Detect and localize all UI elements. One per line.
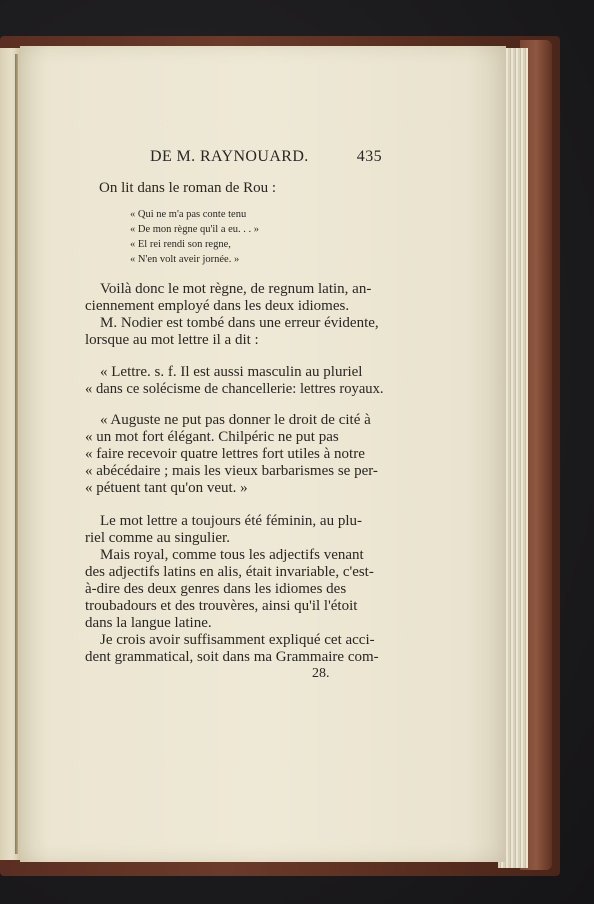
paragraph-line: M. Nodier est tombé dans une erreur évidente, [100, 315, 379, 331]
verse-line: « El rei rendi son regne, [130, 239, 231, 250]
citation-line: « un mot fort élégant. Chilpéric ne put pas [85, 429, 339, 445]
citation-line: « Auguste ne put pas donner le droit de cité à [100, 412, 371, 428]
gutter-shadow [15, 54, 18, 854]
verse-line: « Qui ne m'a pas conte tenu [130, 209, 247, 220]
paragraph-line: Mais royal, comme tous les adjectifs venant [100, 547, 364, 563]
verse-quote [130, 208, 259, 268]
citation-line: « pétuent tant qu'on veut. » [85, 480, 248, 496]
paragraph-line: des adjectifs latins en alis, était invariable, c'est- [85, 564, 374, 580]
paragraph-line: Le mot lettre a toujours été féminin, au plu- [100, 513, 363, 529]
verse-line: « De mon règne qu'il a eu. . . » [130, 224, 260, 235]
page-number: 435 [356, 148, 382, 165]
running-title: DE M. RAYNOUARD. [150, 148, 309, 165]
paragraph-line: riel comme au singulier. [85, 530, 230, 546]
verse-line: « N'en volt aveir jornée. » [130, 254, 240, 265]
citation-line: « dans ce solécisme de chancellerie: lettres royaux. [85, 381, 384, 397]
paragraph-line: dent grammatical, soit dans ma Grammaire com- [85, 649, 379, 665]
paragraph-line: à-dire des deux genres dans les idiomes des [85, 581, 347, 597]
citation-line: « Lettre. s. f. Il est aussi masculin au pluriel [100, 364, 363, 380]
intro-line: On lit dans le roman de Rou : [99, 180, 277, 196]
paragraph-line: ciennement employé dans les deux idiomes. [85, 298, 350, 314]
citation-line: « abécédaire ; mais les vieux barbarismes se per- [85, 463, 378, 479]
citation-line: « faire recevoir quatre lettres fort utiles à notre [85, 446, 365, 462]
paragraph-line: lorsque au mot lettre il a dit : [85, 332, 259, 348]
paragraph-line: troubadours et des trouvères, ainsi qu'il l'étoit [85, 598, 358, 614]
paragraph-line: Je crois avoir suffisamment expliqué cet acci- [100, 632, 375, 648]
paragraph-line: Voilà donc le mot règne, de regnum latin, an- [100, 281, 372, 297]
facing-page-edge [0, 48, 22, 860]
signature-mark: 28. [312, 666, 330, 681]
running-head [150, 148, 382, 170]
paragraph-line: dans la langue latine. [85, 615, 212, 631]
